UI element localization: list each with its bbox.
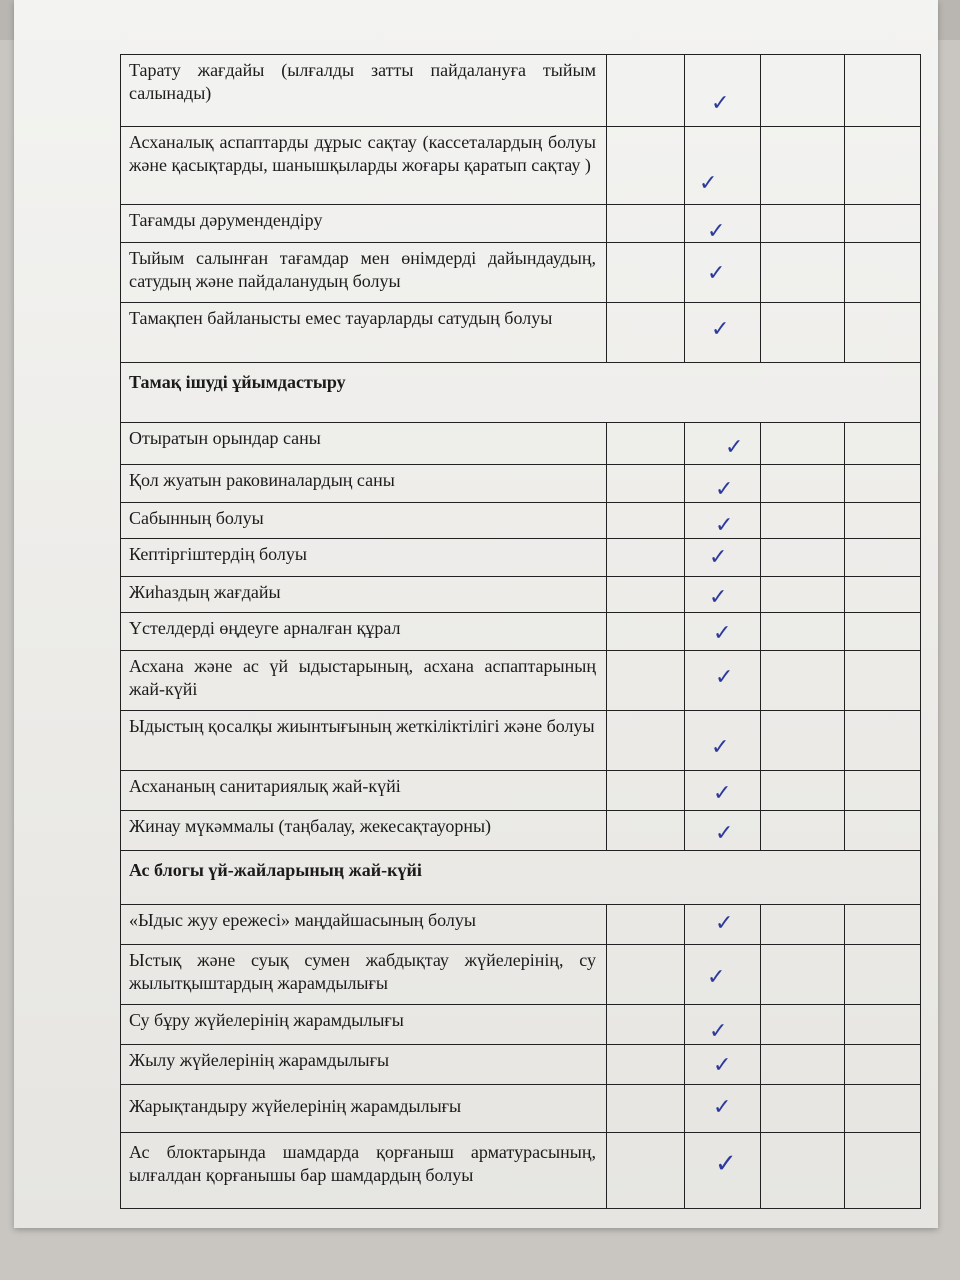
cell-empty [607,539,685,577]
check-cell [685,303,761,363]
cell-empty [845,503,921,539]
check-mark-icon: ✓ [713,1053,732,1078]
row-label: Тағамды дәрумендендіру [121,205,607,243]
cell-empty [761,1045,845,1085]
table-row [121,577,921,613]
row-label: Жинау мүкәммалы (таңбалау, жекесақтауорны) [121,811,607,851]
check-mark-icon: ✓ [707,965,726,990]
cell-empty [607,423,685,465]
check-cell [685,1085,761,1133]
cell-empty [607,945,685,1005]
check-mark-icon: ✓ [711,91,730,116]
check-mark-icon: ✓ [715,513,734,538]
check-cell [685,577,761,613]
cell-empty [845,205,921,243]
cell-empty [845,127,921,205]
row-label: Асхананың санитариялық жай-күйі [121,771,607,811]
cell-empty [607,771,685,811]
check-cell [685,243,761,303]
cell-empty [761,771,845,811]
check-mark-icon: ✓ [715,477,734,502]
cell-empty [845,423,921,465]
cell-empty [761,651,845,711]
cell-empty [845,905,921,945]
checklist-table [120,54,921,1209]
cell-empty [845,577,921,613]
row-label: Жылу жүйелерінің жарамдылығы [121,1045,607,1085]
table-row [121,905,921,945]
row-label: Ыдыстың қосалқы жиынтығының жеткіліктілігі және болуы [121,711,607,771]
table-row [121,651,921,711]
row-label: Отыратын орындар саны [121,423,607,465]
row-label: «Ыдыс жуу ережесі» маңдайшасының болуы [121,905,607,945]
cell-empty [761,711,845,771]
check-mark-icon: ✓ [715,821,734,846]
check-mark-icon: ✓ [699,171,718,196]
cell-empty [607,55,685,127]
row-label: Ас блоктарында шамдарда қорғаныш арматурасының, ылғалдан қорғанышы бар шамдардың болуы [121,1133,607,1209]
cell-empty [761,465,845,503]
cell-empty [761,905,845,945]
check-mark-icon: ✓ [709,585,728,610]
check-mark-icon: ✓ [707,219,726,244]
row-label: Жарықтандыру жүйелерінің жарамдылығы [121,1085,607,1133]
check-cell [685,465,761,503]
cell-empty [607,127,685,205]
check-mark-icon: ✓ [725,435,744,460]
check-cell [685,905,761,945]
cell-empty [607,465,685,503]
cell-empty [845,1133,921,1209]
check-cell [685,1005,761,1045]
cell-empty [845,945,921,1005]
check-cell [685,423,761,465]
table-row [121,205,921,243]
cell-empty [607,503,685,539]
table-row [121,945,921,1005]
table-row [121,1133,921,1209]
table-row [121,771,921,811]
cell-empty [845,1005,921,1045]
cell-empty [761,503,845,539]
check-cell [685,771,761,811]
cell-empty [607,1045,685,1085]
cell-empty [845,303,921,363]
cell-empty [761,1085,845,1133]
row-label: Үстелдерді өңдеуге арналған құрал [121,613,607,651]
cell-empty [761,613,845,651]
cell-empty [607,1085,685,1133]
section-title-dining: Тамақ ішуді ұйымдастыру [121,363,921,423]
row-label: Тамақпен байланысты емес тауарларды сатудың болуы [121,303,607,363]
table-row [121,811,921,851]
row-label: Қол жуатын раковиналардың саны [121,465,607,503]
table-row [121,539,921,577]
row-label: Кептіргіштердің болуы [121,539,607,577]
check-cell [685,711,761,771]
cell-empty [607,577,685,613]
check-cell [685,651,761,711]
check-mark-icon: ✓ [707,261,726,286]
check-mark-icon: ✓ [713,781,732,806]
row-label: Жиһаздың жағдайы [121,577,607,613]
check-mark-icon: ✓ [715,1149,737,1179]
cell-empty [845,1085,921,1133]
cell-empty [845,539,921,577]
cell-empty [607,905,685,945]
row-label: Асхана және ас үй ыдыстарының, асхана аспаптарының жай-күйі [121,651,607,711]
check-mark-icon: ✓ [713,1095,732,1120]
cell-empty [845,465,921,503]
row-label: Тыйым салынған тағамдар мен өнімдерді дайындаудың, сатудың және пайдаланудың болуы [121,243,607,303]
cell-empty [845,55,921,127]
table-row [121,465,921,503]
cell-empty [761,577,845,613]
cell-empty [761,1005,845,1045]
cell-empty [761,811,845,851]
check-cell [685,55,761,127]
cell-empty [607,651,685,711]
cell-empty [845,651,921,711]
table-row [121,1045,921,1085]
table-row [121,423,921,465]
cell-empty [607,205,685,243]
check-cell [685,1045,761,1085]
table-row [121,711,921,771]
row-label: Су бұру жүйелерінің жарамдылығы [121,1005,607,1045]
check-mark-icon: ✓ [711,735,730,760]
table-row [121,613,921,651]
check-cell [685,503,761,539]
cell-empty [761,243,845,303]
table-row [121,243,921,303]
check-cell [685,811,761,851]
cell-empty [607,243,685,303]
cell-empty [607,811,685,851]
cell-empty [607,613,685,651]
row-label: Тарату жағдайы (ылғалды затты пайдалануға тыйым салынады) [121,55,607,127]
section-title-kitchen: Ас блогы үй-жайларының жай-күйі [121,851,921,905]
table-row [121,55,921,127]
cell-empty [607,303,685,363]
cell-empty [845,711,921,771]
cell-empty [761,127,845,205]
check-cell [685,1133,761,1209]
table-row [121,127,921,205]
table-row [121,303,921,363]
check-mark-icon: ✓ [715,665,734,690]
check-mark-icon: ✓ [713,621,732,646]
cell-empty [845,811,921,851]
check-cell [685,205,761,243]
cell-empty [761,1133,845,1209]
check-mark-icon: ✓ [711,317,730,342]
cell-empty [845,243,921,303]
cell-empty [845,1045,921,1085]
cell-empty [607,1133,685,1209]
row-label: Асханалық аспаптарды дұрыс сақтау (кассеталардың болуы және қасықтарды, шанышқыларды жоғары қаратып сақтау ) [121,127,607,205]
table-row [121,503,921,539]
cell-empty [845,613,921,651]
row-label: Сабынның болуы [121,503,607,539]
cell-empty [761,945,845,1005]
cell-empty [761,205,845,243]
check-cell [685,613,761,651]
check-mark-icon: ✓ [709,545,728,570]
cell-empty [761,55,845,127]
section-header-row [121,851,921,905]
check-mark-icon: ✓ [709,1019,728,1044]
cell-empty [761,303,845,363]
cell-empty [761,423,845,465]
section-header-row [121,363,921,423]
table-row [121,1005,921,1045]
cell-empty [845,771,921,811]
check-mark-icon: ✓ [715,911,734,936]
check-cell [685,127,761,205]
table-row [121,1085,921,1133]
cell-empty [607,1005,685,1045]
check-cell [685,539,761,577]
check-cell [685,945,761,1005]
cell-empty [607,711,685,771]
row-label: Ыстық және суық сумен жабдықтау жүйелерінің, су жылытқыштардың жарамдылығы [121,945,607,1005]
cell-empty [761,539,845,577]
